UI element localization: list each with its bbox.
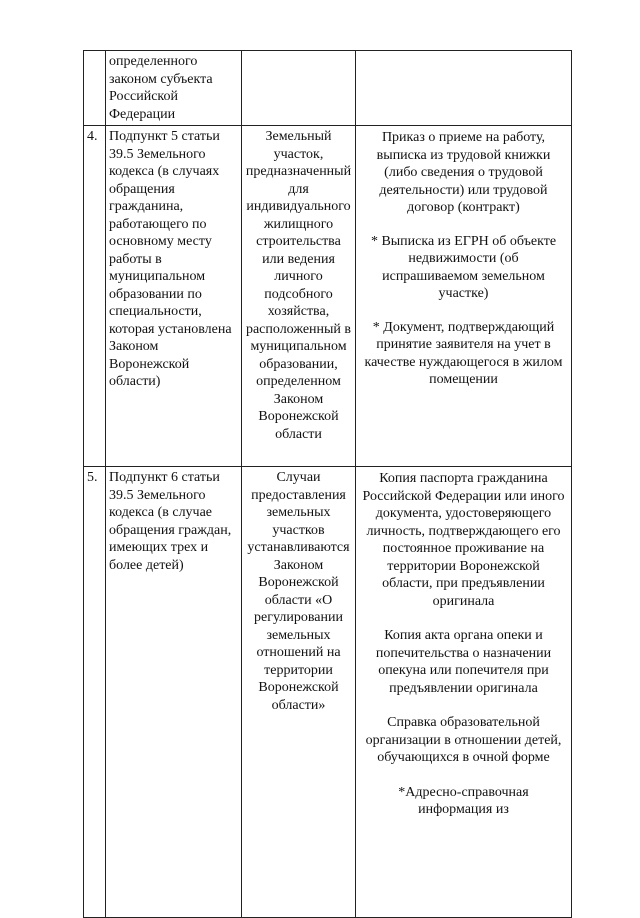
document-item: Копия паспорта гражданина Российской Федерации или иного документа, удостоверяющего личность, подтверждающего его постоянное проживание на территории Воронежской области, при предъявлении оригинала <box>362 471 565 609</box>
required-documents-cell <box>356 467 572 918</box>
table-row <box>84 467 572 918</box>
land-purpose-cell <box>242 126 356 467</box>
legal-basis-text: Подпункт 6 статьи 39.5 Земельного кодекса (в случае обращения граждан, имеющих трех и более детей) <box>109 470 232 573</box>
row-number-cell <box>84 467 106 918</box>
document-item: Приказ о приеме на работу, выписка из трудовой книжки (либо сведения о трудовой деятельности) или трудовой договор (контракт) <box>376 130 551 215</box>
legal-basis-cell <box>106 51 242 126</box>
document-item: Справка образовательной организации в отношении детей, обучающихся в очной форме <box>365 715 562 765</box>
row-number: 5. <box>87 470 98 485</box>
row-number <box>84 51 105 53</box>
legal-basis-cell <box>106 467 242 918</box>
table-row <box>84 126 572 467</box>
land-purpose-cell <box>242 51 356 126</box>
required-documents-cell <box>356 126 572 467</box>
legal-basis-cell <box>106 126 242 467</box>
land-purpose-text: Случаи предоставления земельных участков устанавливаются Законом Воронежской области «О регулировании земельных отношений на территории Воронежской области» <box>247 470 350 713</box>
document-item: * Документ, подтверждающий принятие заявителя на учет в качестве нуждающегося в жилом помещении <box>364 319 563 387</box>
required-documents-cell <box>356 51 572 126</box>
document-item: Копия акта органа опеки и попечительства о назначении опекуна или попечителя при предъявлении оригинала <box>375 628 552 696</box>
row-number: 4. <box>87 129 98 144</box>
document-item: *Адресно-справочная информация из <box>398 784 529 817</box>
row-number-cell <box>84 126 106 467</box>
land-purpose-cell <box>242 467 356 918</box>
legal-basis-text: Подпункт 5 статьи 39.5 Земельного кодекса (в случаях обращения гражданина, работающего по основному месту работы в муниципальном образовании по специальности, которая установлена Законом Воронежской области) <box>109 129 232 389</box>
document-item: * Выписка из ЕГРН об объекте недвижимости (об испрашиваемом земельном участке) <box>370 233 557 301</box>
row-number-cell <box>84 51 106 126</box>
table-row <box>84 51 572 126</box>
land-purpose-text <box>242 51 355 53</box>
land-purpose-text: Земельный участок, предназначенный для индивидуального жилищного строительства или ведения личного подсобного хозяйства, расположенный в муниципальном образовании, определенном Законом Воронежской области <box>245 129 352 442</box>
legal-basis-text: определенного законом субъекта Российской Федерации <box>109 54 213 122</box>
documents-table <box>83 50 572 918</box>
